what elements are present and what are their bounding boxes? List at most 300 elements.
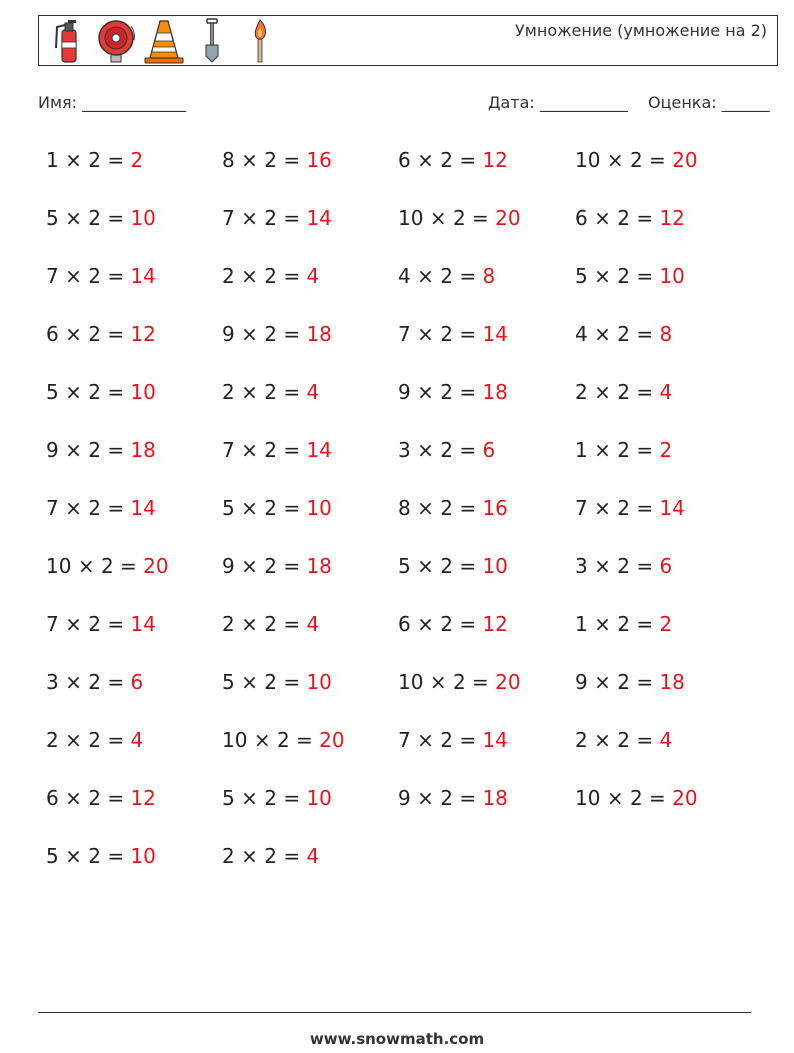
operand-b: 2: [264, 496, 277, 520]
grade-field: Оценка: ______: [648, 93, 770, 112]
operand-b: 2: [440, 322, 453, 346]
operand-b: 2: [440, 264, 453, 288]
times-sign: ×: [65, 206, 82, 230]
problem-item: [575, 728, 672, 752]
times-sign: ×: [417, 148, 434, 172]
equals-sign: =: [636, 438, 654, 462]
problem-item: [46, 728, 143, 752]
operand-b: 2: [264, 612, 277, 636]
equals-sign: =: [636, 206, 654, 230]
equals-sign: =: [283, 438, 301, 462]
operand-b: 2: [264, 670, 277, 694]
equals-sign: =: [459, 612, 477, 636]
times-sign: ×: [241, 438, 258, 462]
operand-b: 2: [276, 728, 290, 752]
answer: 20: [672, 786, 698, 810]
footer-divider: [38, 1012, 751, 1013]
times-sign: ×: [65, 844, 82, 868]
problem-item: [46, 322, 156, 346]
answer: 16: [482, 496, 508, 520]
burning-match-icon: [239, 18, 281, 64]
problem-item: [575, 322, 672, 346]
fire-alarm-bell-icon: [95, 18, 137, 64]
operand-a: 10: [575, 148, 601, 172]
operand-a: 1: [575, 438, 588, 462]
operand-b: 2: [440, 612, 453, 636]
shovel-icon: [191, 18, 233, 64]
problem-item: [575, 438, 672, 462]
answer: 20: [495, 670, 521, 694]
equals-sign: =: [107, 728, 125, 752]
operand-b: 2: [88, 844, 101, 868]
answer: 14: [130, 496, 156, 520]
problem-item: [398, 148, 508, 172]
operand-a: 2: [222, 264, 235, 288]
operand-a: 9: [398, 786, 411, 810]
problem-item: [222, 148, 332, 172]
operand-b: 2: [617, 206, 630, 230]
operand-a: 5: [46, 206, 59, 230]
equals-sign: =: [459, 148, 477, 172]
answer: 12: [482, 148, 508, 172]
equals-sign: =: [636, 380, 654, 404]
answer: 10: [130, 206, 156, 230]
problem-item: [46, 148, 143, 172]
times-sign: ×: [417, 554, 434, 578]
answer: 12: [130, 322, 156, 346]
times-sign: ×: [594, 206, 611, 230]
operand-a: 9: [46, 438, 59, 462]
operand-b: 2: [617, 438, 630, 462]
operand-b: 2: [264, 844, 277, 868]
answer: 10: [130, 380, 156, 404]
problem-item: [222, 786, 332, 810]
operand-b: 2: [264, 554, 277, 578]
answer: 2: [130, 148, 144, 172]
operand-a: 7: [398, 322, 411, 346]
operand-b: 2: [264, 264, 277, 288]
equals-sign: =: [636, 264, 654, 288]
times-sign: ×: [65, 728, 82, 752]
problem-item: [398, 670, 521, 694]
times-sign: ×: [65, 322, 82, 346]
times-sign: ×: [594, 728, 611, 752]
operand-a: 7: [575, 496, 588, 520]
problem-item: [398, 438, 495, 462]
operand-b: 2: [88, 670, 101, 694]
operand-a: 2: [575, 728, 588, 752]
problem-item: [222, 264, 319, 288]
answer: 4: [306, 380, 320, 404]
problem-item: [46, 264, 156, 288]
equals-sign: =: [107, 496, 125, 520]
operand-b: 2: [440, 148, 453, 172]
operand-a: 7: [46, 612, 59, 636]
operand-b: 2: [440, 554, 453, 578]
answer: 8: [482, 264, 496, 288]
equals-sign: =: [283, 148, 301, 172]
equals-sign: =: [120, 554, 137, 578]
problem-item: [222, 206, 332, 230]
problem-item: [222, 728, 345, 752]
equals-sign: =: [283, 496, 301, 520]
times-sign: ×: [241, 612, 258, 636]
answer: 14: [659, 496, 685, 520]
answer: 18: [306, 554, 332, 578]
answer: 2: [659, 612, 673, 636]
problem-item: [46, 206, 156, 230]
operand-a: 3: [575, 554, 588, 578]
times-sign: ×: [241, 554, 258, 578]
problem-item: [222, 380, 319, 404]
equals-sign: =: [107, 612, 125, 636]
problem-item: [222, 322, 332, 346]
operand-b: 2: [88, 438, 101, 462]
answer: 4: [306, 612, 320, 636]
operand-a: 5: [222, 670, 235, 694]
answer: 4: [306, 844, 320, 868]
times-sign: ×: [594, 264, 611, 288]
answer: 18: [130, 438, 156, 462]
operand-a: 7: [222, 438, 235, 462]
times-sign: ×: [241, 496, 258, 520]
equals-sign: =: [296, 728, 313, 752]
equals-sign: =: [636, 322, 654, 346]
equals-sign: =: [459, 380, 477, 404]
answer: 14: [482, 728, 508, 752]
operand-a: 10: [46, 554, 72, 578]
fire-extinguisher-icon: [47, 18, 89, 64]
times-sign: ×: [65, 438, 82, 462]
operand-a: 1: [46, 148, 59, 172]
operand-a: 6: [398, 612, 411, 636]
times-sign: ×: [241, 322, 258, 346]
problem-item: [222, 554, 332, 578]
problem-item: [575, 786, 698, 810]
equals-sign: =: [283, 612, 301, 636]
operand-a: 7: [398, 728, 411, 752]
times-sign: ×: [241, 206, 258, 230]
operand-a: 3: [398, 438, 411, 462]
equals-sign: =: [459, 728, 477, 752]
equals-sign: =: [107, 264, 125, 288]
answer: 18: [482, 380, 508, 404]
equals-sign: =: [459, 322, 477, 346]
equals-sign: =: [283, 844, 301, 868]
equals-sign: =: [459, 264, 477, 288]
operand-b: 2: [617, 554, 630, 578]
icon-strip: [47, 18, 281, 64]
equals-sign: =: [459, 554, 477, 578]
answer: 18: [306, 322, 332, 346]
operand-a: 9: [222, 322, 235, 346]
equals-sign: =: [636, 612, 654, 636]
answer: 18: [659, 670, 685, 694]
operand-a: 4: [398, 264, 411, 288]
problem-item: [222, 438, 332, 462]
problem-item: [46, 496, 156, 520]
operand-b: 2: [629, 786, 643, 810]
answer: 20: [319, 728, 345, 752]
answer: 10: [306, 496, 332, 520]
operand-a: 7: [222, 206, 235, 230]
operand-a: 1: [575, 612, 588, 636]
answer: 18: [482, 786, 508, 810]
operand-a: 10: [398, 670, 424, 694]
times-sign: ×: [594, 554, 611, 578]
problem-item: [575, 612, 672, 636]
operand-b: 2: [452, 670, 466, 694]
operand-b: 2: [88, 612, 101, 636]
operand-b: 2: [100, 554, 114, 578]
header-box: [38, 15, 778, 66]
operand-a: 10: [222, 728, 248, 752]
problem-item: [398, 206, 521, 230]
times-sign: ×: [429, 206, 447, 230]
operand-b: 2: [88, 380, 101, 404]
operand-b: 2: [264, 148, 277, 172]
answer: 20: [143, 554, 169, 578]
operand-a: 3: [46, 670, 59, 694]
equals-sign: =: [107, 844, 125, 868]
times-sign: ×: [606, 148, 624, 172]
problem-item: [222, 844, 319, 868]
times-sign: ×: [65, 670, 82, 694]
times-sign: ×: [65, 380, 82, 404]
operand-a: 5: [46, 844, 59, 868]
times-sign: ×: [429, 670, 447, 694]
equals-sign: =: [283, 554, 301, 578]
times-sign: ×: [65, 148, 82, 172]
operand-b: 2: [617, 496, 630, 520]
operand-b: 2: [88, 206, 101, 230]
answer: 14: [130, 264, 156, 288]
answer: 10: [130, 844, 156, 868]
equals-sign: =: [283, 206, 301, 230]
operand-a: 5: [222, 786, 235, 810]
times-sign: ×: [65, 264, 82, 288]
operand-a: 5: [46, 380, 59, 404]
equals-sign: =: [107, 322, 125, 346]
equals-sign: =: [283, 786, 301, 810]
footer-site: www.snowmath.com: [309, 1030, 485, 1048]
equals-sign: =: [459, 496, 477, 520]
problem-item: [222, 670, 332, 694]
operand-b: 2: [617, 380, 630, 404]
answer: 14: [306, 438, 332, 462]
equals-sign: =: [636, 496, 654, 520]
answer: 6: [130, 670, 144, 694]
problem-item: [222, 496, 332, 520]
equals-sign: =: [107, 206, 125, 230]
operand-b: 2: [264, 380, 277, 404]
operand-b: 2: [440, 786, 453, 810]
times-sign: ×: [417, 264, 434, 288]
equals-sign: =: [649, 786, 666, 810]
problem-item: [46, 612, 156, 636]
times-sign: ×: [417, 612, 434, 636]
problem-item: [46, 844, 156, 868]
operand-b: 2: [440, 380, 453, 404]
equals-sign: =: [636, 670, 654, 694]
date-field: Дата: ___________: [488, 93, 628, 112]
answer: 10: [482, 554, 508, 578]
equals-sign: =: [472, 670, 489, 694]
answer: 14: [306, 206, 332, 230]
equals-sign: =: [283, 322, 301, 346]
times-sign: ×: [77, 554, 95, 578]
problem-item: [398, 322, 508, 346]
equals-sign: =: [107, 148, 125, 172]
name-field: Имя: _____________: [38, 93, 187, 112]
times-sign: ×: [65, 496, 82, 520]
equals-sign: =: [283, 264, 301, 288]
equals-sign: =: [459, 786, 477, 810]
operand-a: 2: [222, 844, 235, 868]
operand-a: 6: [46, 786, 59, 810]
problem-item: [575, 496, 685, 520]
answer: 4: [659, 380, 673, 404]
times-sign: ×: [417, 438, 434, 462]
problem-item: [398, 554, 508, 578]
operand-b: 2: [88, 264, 101, 288]
times-sign: ×: [594, 670, 611, 694]
operand-a: 10: [398, 206, 424, 230]
operand-a: 8: [222, 148, 235, 172]
answer: 10: [659, 264, 685, 288]
times-sign: ×: [417, 728, 434, 752]
problem-item: [46, 438, 156, 462]
times-sign: ×: [241, 380, 258, 404]
operand-a: 2: [222, 380, 235, 404]
answer: 20: [672, 148, 698, 172]
times-sign: ×: [241, 786, 258, 810]
times-sign: ×: [417, 786, 434, 810]
operand-b: 2: [440, 728, 453, 752]
operand-b: 2: [617, 322, 630, 346]
equals-sign: =: [636, 728, 654, 752]
problem-item: [398, 728, 508, 752]
operand-a: 5: [575, 264, 588, 288]
equals-sign: =: [107, 670, 125, 694]
worksheet-title: Умножение (умножение на 2): [515, 21, 767, 40]
answer: 14: [130, 612, 156, 636]
problem-item: [575, 380, 672, 404]
problem-item: [46, 380, 156, 404]
times-sign: ×: [241, 148, 258, 172]
operand-a: 2: [222, 612, 235, 636]
operand-a: 2: [46, 728, 59, 752]
times-sign: ×: [594, 438, 611, 462]
operand-b: 2: [617, 728, 630, 752]
equals-sign: =: [649, 148, 666, 172]
operand-b: 2: [88, 322, 101, 346]
times-sign: ×: [594, 322, 611, 346]
operand-b: 2: [452, 206, 466, 230]
times-sign: ×: [417, 380, 434, 404]
answer: 16: [306, 148, 332, 172]
problem-item: [575, 264, 685, 288]
operand-b: 2: [264, 786, 277, 810]
operand-b: 2: [88, 148, 101, 172]
problem-item: [46, 786, 156, 810]
problem-item: [398, 380, 508, 404]
operand-a: 7: [46, 264, 59, 288]
equals-sign: =: [107, 380, 125, 404]
operand-a: 6: [46, 322, 59, 346]
problem-item: [398, 264, 495, 288]
operand-b: 2: [264, 322, 277, 346]
operand-b: 2: [617, 264, 630, 288]
operand-a: 5: [222, 496, 235, 520]
answer: 6: [482, 438, 496, 462]
operand-a: 5: [398, 554, 411, 578]
operand-a: 8: [398, 496, 411, 520]
answer: 20: [495, 206, 521, 230]
problem-item: [398, 612, 508, 636]
operand-b: 2: [264, 438, 277, 462]
times-sign: ×: [417, 496, 434, 520]
operand-a: 2: [575, 380, 588, 404]
times-sign: ×: [417, 322, 434, 346]
problem-item: [222, 612, 319, 636]
equals-sign: =: [283, 670, 301, 694]
operand-a: 9: [575, 670, 588, 694]
times-sign: ×: [65, 786, 82, 810]
equals-sign: =: [107, 786, 125, 810]
times-sign: ×: [606, 786, 624, 810]
times-sign: ×: [594, 380, 611, 404]
times-sign: ×: [594, 496, 611, 520]
operand-b: 2: [440, 496, 453, 520]
operand-b: 2: [88, 786, 101, 810]
operand-a: 10: [575, 786, 601, 810]
answer: 12: [130, 786, 156, 810]
answer: 4: [130, 728, 144, 752]
problem-item: [575, 206, 685, 230]
answer: 4: [306, 264, 320, 288]
operand-b: 2: [617, 670, 630, 694]
operand-b: 2: [617, 612, 630, 636]
operand-a: 9: [222, 554, 235, 578]
answer: 10: [306, 670, 332, 694]
equals-sign: =: [472, 206, 489, 230]
times-sign: ×: [253, 728, 271, 752]
times-sign: ×: [241, 264, 258, 288]
operand-a: 6: [398, 148, 411, 172]
answer: 12: [482, 612, 508, 636]
answer: 4: [659, 728, 673, 752]
equals-sign: =: [283, 380, 301, 404]
problem-item: [575, 554, 672, 578]
operand-b: 2: [88, 728, 101, 752]
problem-item: [46, 670, 143, 694]
operand-a: 9: [398, 380, 411, 404]
problem-item: [575, 670, 685, 694]
equals-sign: =: [459, 438, 477, 462]
answer: 12: [659, 206, 685, 230]
problem-item: [398, 496, 508, 520]
times-sign: ×: [241, 844, 258, 868]
problem-item: [398, 786, 508, 810]
operand-a: 4: [575, 322, 588, 346]
equals-sign: =: [107, 438, 125, 462]
answer: 8: [659, 322, 673, 346]
problem-item: [575, 148, 698, 172]
answer: 14: [482, 322, 508, 346]
operand-b: 2: [264, 206, 277, 230]
operand-a: 6: [575, 206, 588, 230]
